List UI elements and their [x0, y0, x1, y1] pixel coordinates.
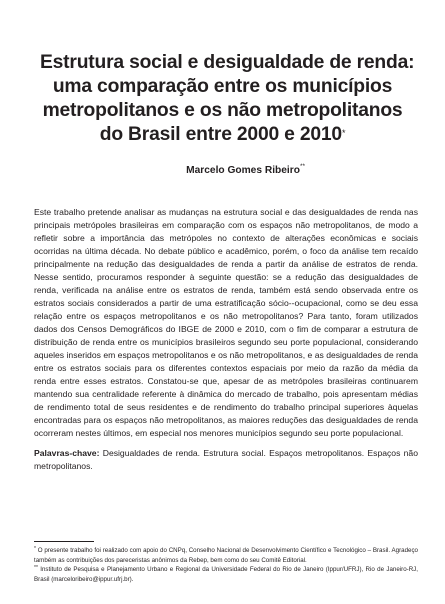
keywords-paragraph — [34, 447, 418, 473]
footnote — [34, 565, 418, 584]
abstract-section — [34, 206, 418, 473]
footnote-text: Instituto de Pesquisa e Planejamento Urbano e Regional da Universidade Federal do Rio de Janeiro (Ippur/UFRJ), Rio de Janeiro-RJ, Brasil (marceloribeiro@ippur.ufrj.br). — [34, 566, 418, 583]
footnote-text: O presente trabalho foi realizado com apoio do CNPq, Conselho Nacional de Desenvolvimento Científico e Tecnológico – Brasil. Agradeço também as contribuições dos pareceristas anônimos da Rebep, bem como do seu Comitê Editorial. — [34, 547, 418, 564]
abstract-text: Este trabalho pretende analisar as mudanças na estrutura social e das desigualdades de renda nas principais metrópoles brasileiras em comparação com os espaços não metropolitanos, de modo a refletir sobre a importância das metrópoles no contexto de alterações econômicas e sociais ocorridas na última década. No debate público e acadêmico, porém, o foco da análise tem recaído principalmente na redução das desigualdades de renda a partir da análise de estratos de renda. Nesse sentido, procuramos responder à seguinte questão: se a redução das desigualdades de renda, verificada na análise entre os estratos de renda, também está sendo observada entre os estratos sociais considerados a partir de uma estratificação sócio--ocupacional, como se deu essa relação entre os espaços metropolitanos e os não metropolitanos? Para tanto, foram utilizados dados dos Censos Demográficos do IBGE de 2000 e 2010, com o fim de comparar a estrutura de distribuição de renda entre os municípios brasileiros segundo seu porte populacional, considerando aqueles inseridos em espaços metropolitanos e os não metropolitanos, e as desigualdades de renda entre os estratos sociais para os diferentes contextos espaciais por meio da razão da média da renda entre esses estratos. Constatou-se que, apesar de as metrópoles brasileiras continuarem mantendo sua centralidade referente à dinâmica do mercado de trabalho, pois apresentam médias de rendimento total de seus residentes e de rendimento do trabalho principal superiores àquelas encontradas para os espaços não metropolitanos, as maiores reduções das desigualdades de renda ocorreram nestes últimos, em especial nos menores municípios segundo seu porte populacional. — [34, 207, 418, 438]
footnote-marker: ** — [34, 565, 38, 571]
title-line-4 — [40, 123, 405, 147]
article-title — [40, 51, 415, 147]
keywords-label: Palavras-chave: — [34, 448, 100, 458]
title-footnote-marker: * — [341, 127, 346, 138]
footnote-separator — [34, 541, 94, 542]
keywords-text: Desigualdades de renda. Estrutura social. Espaços metropolitanos. Espaços não metropolitanos. — [34, 448, 418, 471]
title-line-4-text: do Brasil entre 2000 e 2010 — [99, 123, 342, 145]
footnote-marker: * — [34, 546, 36, 552]
title-line-2: uma comparação entre os municípios — [52, 75, 393, 97]
title-line-1: Estrutura social e desigualdade de renda: — [40, 51, 415, 73]
footnote — [34, 546, 418, 565]
author-footnote-marker: ** — [299, 163, 305, 170]
footnotes-section — [34, 546, 418, 584]
author-line — [186, 165, 305, 176]
author-name: Marcelo Gomes Ribeiro — [186, 165, 300, 176]
title-line-3: metropolitanos e os não metropolitanos — [42, 99, 403, 121]
